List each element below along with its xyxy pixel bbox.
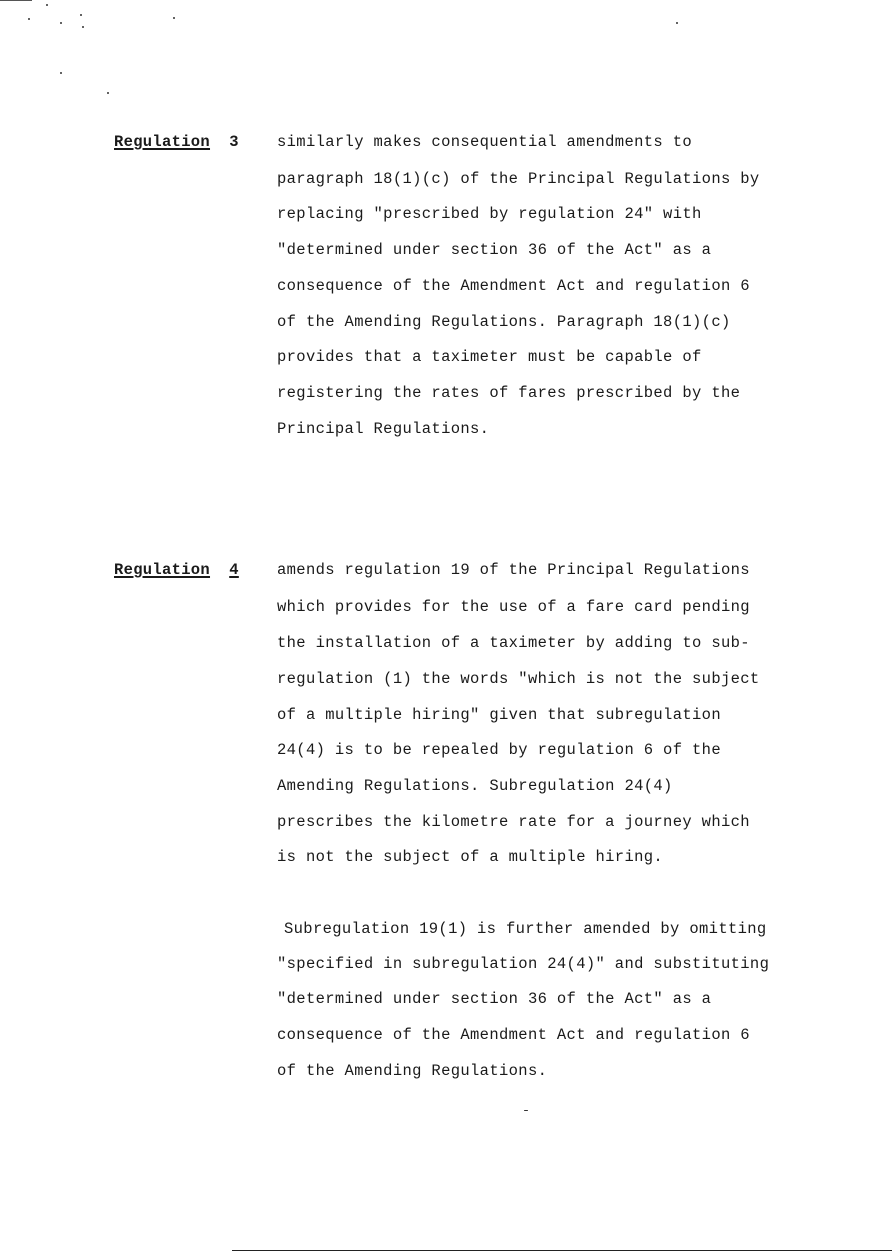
regulation-3-line: consequence of the Amendment Act and regulation 6 <box>277 277 750 295</box>
regulation-4-line: the installation of a taximeter by adding to sub- <box>277 634 750 652</box>
regulation-4-line: of the Amending Regulations. <box>277 1062 548 1080</box>
regulation-3-line: replacing "prescribed by regulation 24" with <box>277 205 702 223</box>
scan-speck <box>60 22 62 24</box>
regulation-4-line: "specified in subregulation 24(4)" and substituting <box>277 955 770 973</box>
regulation-4-line: Subregulation 19(1) is further amended by omitting <box>284 920 767 938</box>
regulation-4-heading-number: 4 <box>229 561 239 579</box>
scan-speck <box>82 26 84 28</box>
scan-speck <box>524 1110 528 1111</box>
scan-speck <box>107 92 109 94</box>
regulation-4-heading-word: Regulation <box>114 561 211 579</box>
regulation-4-line: Amending Regulations. Subregulation 24(4) <box>277 777 673 795</box>
regulation-3-line: provides that a taximeter must be capable of <box>277 348 702 366</box>
regulation-3-line: similarly makes consequential amendments to <box>277 133 693 151</box>
scan-speck <box>60 72 62 74</box>
scan-speck <box>46 4 48 6</box>
regulation-3-heading-number: 3 <box>229 133 239 151</box>
regulation-4-line: regulation (1) the words "which is not the subject <box>277 670 760 688</box>
regulation-3-line: paragraph 18(1)(c) of the Principal Regulations by <box>277 170 760 188</box>
regulation-4-line: "determined under section 36 of the Act" as a <box>277 990 712 1008</box>
regulation-3-heading-word: Regulation <box>114 133 211 151</box>
scan-speck <box>80 14 82 16</box>
scan-edge-bottom <box>232 1250 892 1251</box>
regulation-4-line: which provides for the use of a fare card pending <box>277 598 750 616</box>
regulation-4-heading <box>114 561 239 579</box>
regulation-3-line: registering the rates of fares prescribed by the <box>277 384 741 402</box>
regulation-4-line: 24(4) is to be repealed by regulation 6 of the <box>277 741 721 759</box>
scan-speck <box>676 22 678 24</box>
regulation-4-line: is not the subject of a multiple hiring. <box>277 848 664 866</box>
regulation-4-line: prescribes the kilometre rate for a journey which <box>277 813 750 831</box>
scan-speck <box>28 18 30 20</box>
regulation-3-line: Principal Regulations. <box>277 420 490 438</box>
regulation-4-line: of a multiple hiring" given that subregulation <box>277 706 721 724</box>
regulation-3-line: "determined under section 36 of the Act" as a <box>277 241 712 259</box>
regulation-4-line: amends regulation 19 of the Principal Regulations <box>277 561 750 579</box>
scan-speck <box>173 17 175 19</box>
regulation-3-heading <box>114 133 239 151</box>
scan-edge-top <box>0 0 32 1</box>
regulation-3-line: of the Amending Regulations. Paragraph 18(1)(c) <box>277 313 731 331</box>
regulation-4-line: consequence of the Amendment Act and regulation 6 <box>277 1026 750 1044</box>
